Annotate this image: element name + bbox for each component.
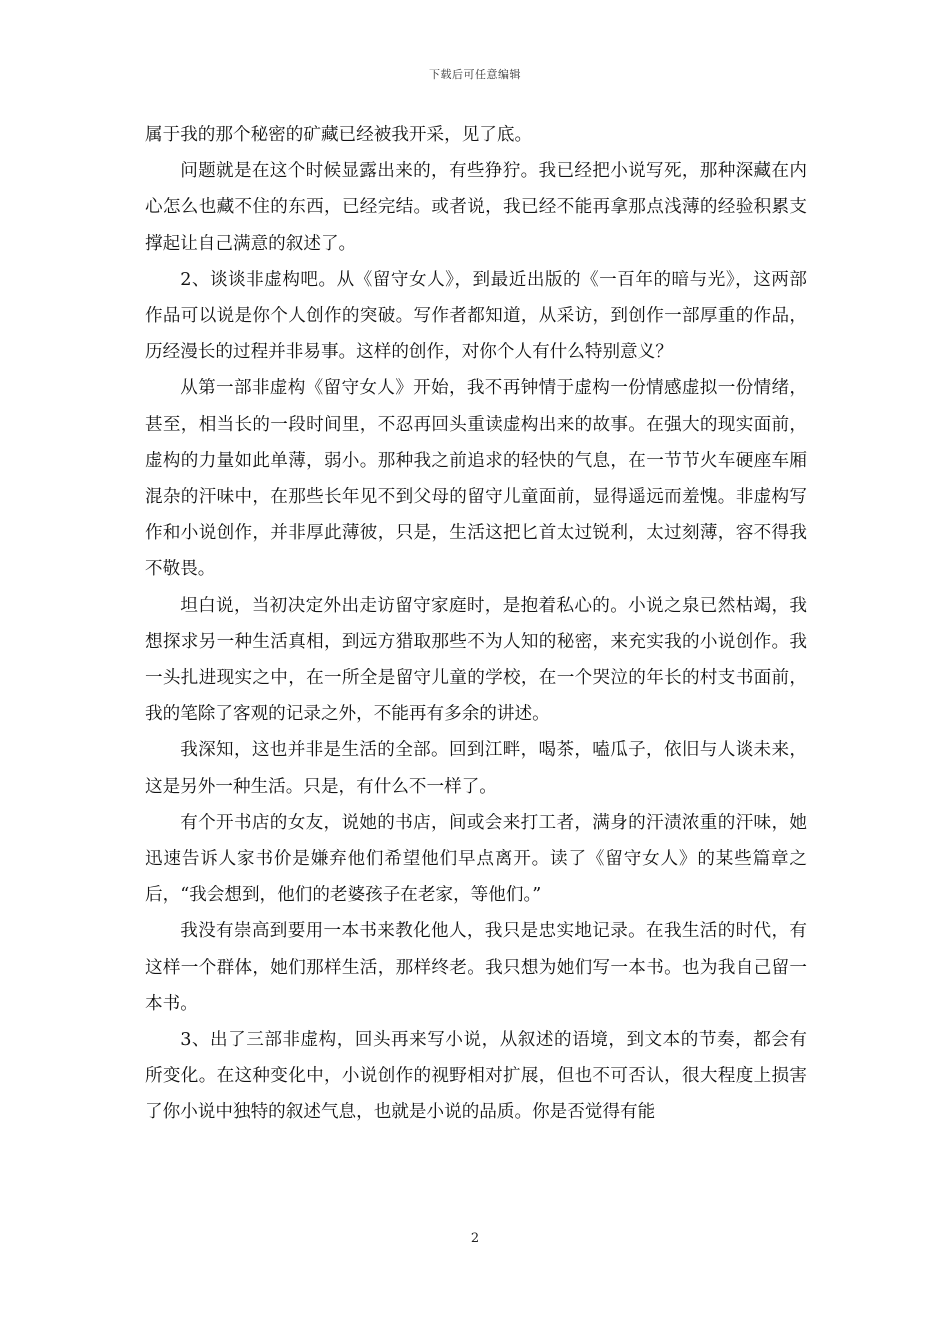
paragraph: 问题就是在这个时候显露出来的，有些狰狞。我已经把小说写死，那种深藏在内心怎么也藏不住的东西，已经完结。或者说，我已经不能再拿那点浅薄的经验积累支撑起让自己满意的叙述了。	[145, 161, 807, 254]
paragraph-question: 3、出了三部非虚构，回头再来写小说，从叙述的语境，到文本的节奏，都会有所变化。在这种变化中，小说创作的视野相对扩展，但也不可否认，很大程度上损害了你小说中独特的叙述气息，也就是小说的品质。你是否觉得有能	[145, 1030, 807, 1123]
paragraph: 我深知，这也并非是生活的全部。回到江畔，喝茶，嗑瓜子，依旧与人谈未来，这是另外一种生活。只是，有什么不一样了。	[145, 740, 807, 797]
page-number: 2	[470, 1231, 480, 1246]
paragraph: 有个开书店的女友，说她的书店，间或会来打工者，满身的汗渍浓重的汗味，她迅速告诉人家书价是嫌弃他们希望他们早点离开。读了《留守女人》的某些篇章之后，“我会想到，他们的老婆孩子在老家，等他们。”	[145, 812, 807, 906]
paragraph: 我没有崇高到要用一本书来教化他人，我只是忠实地记录。在我生活的时代，有这样一个群体，她们那样生活，那样终老。我只想为她们写一本书。也为我自己留一本书。	[145, 921, 807, 1014]
page-header: 下载后可任意编辑	[429, 68, 521, 81]
document-body	[145, 117, 807, 1131]
paragraph-continuation: 属于我的那个秘密的矿藏已经被我开采，见了底。	[145, 125, 533, 145]
paragraph: 从第一部非虚构《留守女人》开始，我不再钟情于虚构一份情感虚拟一份情绪，甚至，相当长的一段时间里，不忍再回头重读虚构出来的故事。在强大的现实面前，虚构的力量如此单薄，弱小。那种我之前追求的轻快的气息，在一节节火车硬座车厢混杂的汗味中，在那些长年见不到父母的留守儿童面前，显得遥远而羞愧。非虚构写作和小说创作，并非厚此薄彼，只是，生活这把匕首太过锐利，太过刻薄，容不得我不敬畏。	[145, 378, 807, 580]
paragraph: 坦白说，当初决定外出走访留守家庭时，是抱着私心的。小说之泉已然枯竭，我想探求另一种生活真相，到远方猎取那些不为人知的秘密，来充实我的小说创作。我一头扎进现实之中，在一所全是留守儿童的学校，在一个哭泣的年长的村支书面前，我的笔除了客观的记录之外，不能再有多余的讲述。	[145, 595, 807, 725]
paragraph-question: 2、谈谈非虚构吧。从《留守女人》，到最近出版的《一百年的暗与光》，这两部作品可以说是你个人创作的突破。写作者都知道，从采访，到创作一部厚重的作品，历经漫长的过程并非易事。这样的创作，对你个人有什么特别意义？	[145, 269, 807, 363]
